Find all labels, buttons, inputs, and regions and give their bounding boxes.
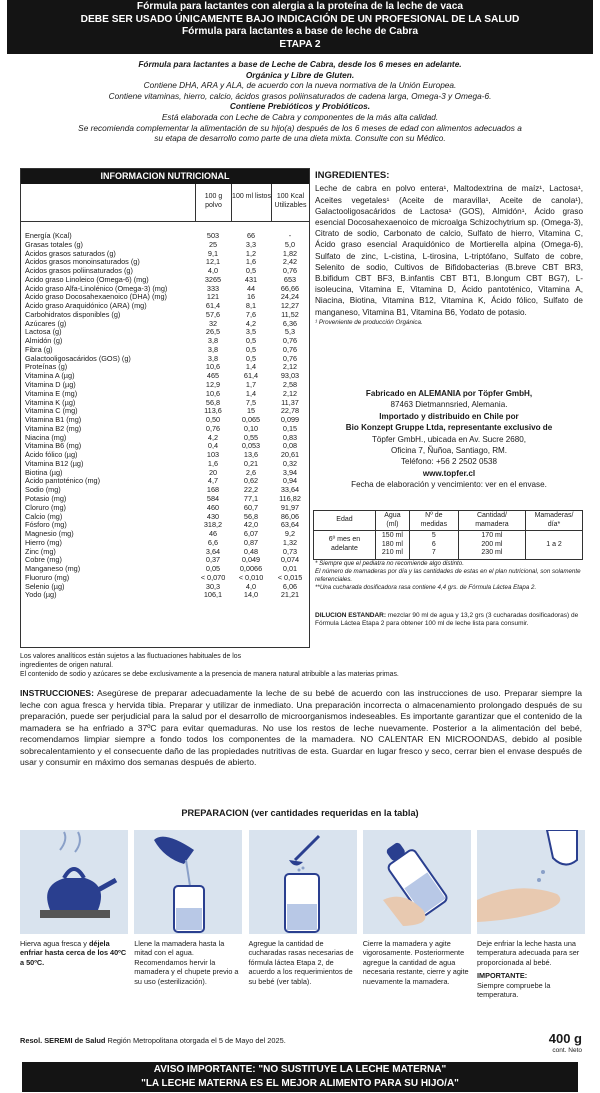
step-2-text: Llene la mamadera hasta la mitad con el agua. Recomendamos hervir la mamadera y el chupete previo a su uso (esterilización). bbox=[134, 939, 239, 986]
prep-perday: 1 a 2 bbox=[526, 531, 583, 560]
intro-line-1: Fórmula para lactantes a base de Leche de Cabra, desde los 6 meses en adelante. bbox=[138, 59, 462, 69]
nutrient-name: Carbohidratos disponibles (g) bbox=[25, 310, 121, 319]
nutrient-value: 77,1 bbox=[243, 493, 259, 503]
scoop-icon bbox=[249, 830, 357, 934]
intro-line-5: Contiene Prebióticos y Probióticos. bbox=[229, 101, 371, 112]
nutrient-value: 25 bbox=[208, 239, 218, 249]
nutrient-value: 1,4 bbox=[245, 388, 257, 398]
nutrient-value: 1,6 bbox=[207, 458, 219, 468]
nutrition-row bbox=[21, 399, 309, 408]
nutrient-value: 0,94 bbox=[282, 476, 298, 486]
prep-notes bbox=[315, 560, 585, 592]
nutrition-row bbox=[21, 486, 309, 495]
nutrient-value: 4,7 bbox=[207, 476, 219, 486]
nutrient-value: 16 bbox=[246, 292, 256, 302]
nutrition-row bbox=[21, 320, 309, 329]
header-line-2: DEBE SER USADO ÚNICAMENTE BAJO INDICACIÓN DE UN PROFESIONAL DE LA SALUD bbox=[80, 13, 520, 25]
prep-head-qty: Cantidad/ mamadera bbox=[458, 511, 525, 531]
nutrient-value: 3,94 bbox=[282, 467, 298, 477]
manufacturer-block bbox=[315, 388, 583, 491]
nutrition-row bbox=[21, 583, 309, 592]
step-5 bbox=[477, 830, 585, 999]
nutrition-row bbox=[21, 521, 309, 530]
intro-line-4: Contiene vitaminas, hierro, calcio, ácidos grasos poliinsaturados de cadena larga, Omega-3 y Omega-6. bbox=[108, 90, 492, 101]
nutrition-row bbox=[21, 530, 309, 539]
nutrient-value: 1,4 bbox=[245, 362, 257, 372]
nutrition-row bbox=[21, 337, 309, 346]
nutrient-value: 0,5 bbox=[245, 344, 257, 354]
nutrient-value: 3,64 bbox=[205, 546, 221, 556]
nutrient-name: Fluoruro (mg) bbox=[25, 573, 70, 582]
nutrition-row bbox=[21, 469, 309, 478]
nutrition-row bbox=[21, 407, 309, 416]
instructions-body: Asegúrese de preparar adecuadamente la leche de su bebé de acuerdo con las instrucciones de uso. Preparar siempre la leche con agua fresca y hervida tibia. Preparar y utilizar de inmediato. Una preparación incorrecta o almacenamiento prolongado después de su preparación, puede ser perjudicial para la salud por el desarrollo de microorganismos indeseables. Es importante garantizar que el contenido de la mamadera se ha enfriado a 37ºC para evitar quemaduras. No use los restos de leche nuevamente. Posterior a la alimentación del bebé, recomendamos limpiar siempre a fondo todos los componentes de la mamadera. NO CALENTAR EN MICROONDAS, debido al posible sobrecalentamiento y el consecuente daño de las propiedades nutritivas de esta. Guardar en lugar fresco y seco, cerrar bien el envase después de usar y consumir en máximo dos semanas después de abierto. bbox=[20, 688, 582, 767]
nutrient-name: Vitamina B1 (mg) bbox=[25, 416, 82, 425]
nutrient-value: 0,76 bbox=[282, 344, 298, 354]
nutrient-value: 7,6 bbox=[245, 309, 257, 319]
nutrient-value: 465 bbox=[206, 371, 220, 381]
nutrient-value: 0,21 bbox=[243, 458, 259, 468]
nutrition-row bbox=[21, 293, 309, 302]
nutrient-value: < 0,010 bbox=[238, 572, 264, 582]
nutrient-name: Vitamina B6 (mg) bbox=[25, 442, 82, 451]
nutrient-value: 0,5 bbox=[245, 353, 257, 363]
nutrient-value: 0,0066 bbox=[239, 564, 263, 574]
ingredients-block bbox=[315, 170, 583, 326]
nutrient-name: Zinc (mg) bbox=[25, 547, 56, 556]
net-weight-value: 400 g bbox=[548, 1031, 582, 1046]
nutrient-name: Proteínas (g) bbox=[25, 363, 68, 372]
nutrient-value: 6,36 bbox=[282, 318, 298, 328]
wrist-test-icon bbox=[477, 830, 585, 934]
nutrient-value: 33,64 bbox=[280, 485, 300, 495]
prep-age: 6º mes en adelante bbox=[314, 531, 376, 560]
nutrient-value: 66,66 bbox=[280, 283, 300, 293]
nutrient-name: Vitamina D (µg) bbox=[25, 381, 76, 390]
nutrient-value: 46 bbox=[208, 529, 218, 539]
header-line-4: ETAPA 2 bbox=[279, 38, 321, 50]
warning-line-1: AVISO IMPORTANTE: "NO SUSTITUYE LA LECHE MATERNA" bbox=[153, 1064, 447, 1075]
nutrient-value: 1,32 bbox=[282, 537, 298, 547]
prep-head-age: Edad bbox=[314, 511, 376, 531]
nutrient-value: 113,6 bbox=[204, 406, 222, 416]
nutrition-row bbox=[21, 258, 309, 267]
nutrient-value: 3,8 bbox=[207, 344, 219, 354]
step-3-text: Agregue la cantidad de cucharadas rasas necesarias de fórmula láctea Etapa 2, de acuerdo a los requerimientos de su bebé (ver tabla). bbox=[248, 939, 354, 986]
nutrient-value: 0,73 bbox=[282, 546, 298, 556]
step-4-text: Cierre la mamadera y agite vigorosamente. Posteriormente agregue la cantidad de agua necesaria restante, cierre y agite nuevamente la mamadera. bbox=[362, 939, 469, 986]
nutrition-row bbox=[21, 434, 309, 443]
nutrient-value: 5,0 bbox=[284, 239, 296, 249]
nutrient-name: Azúcares (g) bbox=[25, 319, 67, 328]
nutrition-row bbox=[21, 548, 309, 557]
nutrition-table bbox=[20, 168, 310, 648]
nutrient-value: < 0,015 bbox=[277, 572, 303, 582]
nutrient-value: 116,82 bbox=[279, 493, 301, 503]
nutrient-value: < 0,070 bbox=[200, 572, 226, 582]
warning-banner bbox=[22, 1062, 578, 1092]
nutrition-row bbox=[21, 232, 309, 241]
prep-head-perday: Mamaderas/ día* bbox=[526, 511, 583, 531]
nutrient-name: Ácido graso Araquidónico (ARA) (mg) bbox=[25, 302, 147, 311]
nutrient-value: 2,6 bbox=[245, 467, 257, 477]
col-100kcal: 100 Kcal Utilizables bbox=[271, 184, 309, 221]
nutrient-value: 0,099 bbox=[280, 415, 300, 425]
nutrient-value: 6,6 bbox=[207, 537, 219, 547]
preparation-steps bbox=[20, 830, 585, 999]
nutrition-row bbox=[21, 285, 309, 294]
nutrient-name: Ácidos grasos saturados (g) bbox=[25, 249, 116, 258]
intro-text bbox=[20, 59, 580, 144]
nutrient-value: 7,5 bbox=[245, 397, 257, 407]
footnote-3: El contenido de sodio y azúcares se debe exclusivamente a la presencia de manera natural atribuible a las materias primas. bbox=[20, 671, 399, 678]
nutrient-value: - bbox=[288, 231, 292, 240]
nutrient-value: 11,37 bbox=[281, 397, 299, 407]
nutrient-value: 3,3 bbox=[245, 239, 257, 249]
nutrient-value: 9,2 bbox=[284, 529, 296, 539]
header-banner bbox=[7, 0, 593, 54]
nutrient-name: Sodio (mg) bbox=[25, 486, 61, 495]
nutrient-name: Selenio (µg) bbox=[25, 582, 65, 591]
nutrient-value: 20,61 bbox=[280, 450, 300, 460]
step-5-text: Deje enfriar la leche hasta una temperatura adecuada para ser proporcionada al bebé. IMPORTANTE: Siempre compruebe la temperatura. bbox=[477, 939, 580, 1000]
nutrient-name: Ácido fólico (µg) bbox=[25, 451, 78, 460]
nutrition-row bbox=[21, 504, 309, 513]
nutrient-value: 0,62 bbox=[243, 476, 259, 486]
nutrition-row bbox=[21, 328, 309, 337]
nutrient-value: 106,1 bbox=[203, 590, 223, 600]
nutrient-value: 0,5 bbox=[245, 336, 257, 346]
prep-qty: 170 ml 200 ml 230 ml bbox=[458, 531, 525, 560]
nutrient-value: 333 bbox=[206, 283, 220, 293]
nutrient-value: 0,01 bbox=[282, 564, 298, 574]
nutrient-value: 4,0 bbox=[207, 266, 219, 276]
nutrient-value: 121 bbox=[206, 292, 220, 302]
nutrient-value: 0,76 bbox=[205, 423, 221, 433]
nutrition-row bbox=[21, 556, 309, 565]
nutrient-value: 0,32 bbox=[282, 458, 298, 468]
nutrient-name: Niacina (mg) bbox=[25, 433, 67, 442]
nutrient-value: 103 bbox=[206, 450, 220, 460]
nutrition-row bbox=[21, 574, 309, 583]
nutrient-name: Grasas totales (g) bbox=[25, 240, 83, 249]
nutrient-value: 4,0 bbox=[245, 581, 257, 591]
col-100ml: 100 ml listos bbox=[231, 184, 271, 221]
nutrient-value: 460 bbox=[206, 502, 220, 512]
nutrient-name: Lactosa (g) bbox=[25, 328, 62, 337]
nutrient-value: 0,08 bbox=[282, 441, 298, 451]
prep-head-water: Agua (ml) bbox=[375, 511, 409, 531]
prep-water: 150 ml 180 ml 210 ml bbox=[375, 531, 409, 560]
instructions-label: INSTRUCCIONES: bbox=[20, 688, 95, 698]
nutrition-title: INFORMACION NUTRICIONAL bbox=[21, 169, 309, 184]
nutrient-value: 12,27 bbox=[280, 301, 300, 311]
nutrition-row bbox=[21, 451, 309, 460]
resolution-label: Resol. SEREMI de Salud bbox=[20, 1036, 106, 1045]
step-3 bbox=[249, 830, 357, 999]
nutrient-value: 6,06 bbox=[282, 581, 298, 591]
ingredients-title: INGREDIENTES: bbox=[315, 170, 390, 181]
dilution-label: DILUCION ESTANDAR: bbox=[315, 612, 387, 619]
nutrient-name: Potasio (mg) bbox=[25, 494, 67, 503]
nutrient-value: 0,049 bbox=[241, 555, 261, 565]
nutrition-row bbox=[21, 311, 309, 320]
nutrient-name: Vitamina E (mg) bbox=[25, 389, 78, 398]
nutrient-value: 1,2 bbox=[245, 248, 257, 258]
nutrient-value: 2,58 bbox=[282, 380, 298, 390]
nutrition-row bbox=[21, 425, 309, 434]
nutrition-row bbox=[21, 355, 309, 364]
nutrient-value: 56,8 bbox=[205, 397, 221, 407]
nutrient-value: 3265 bbox=[204, 274, 222, 284]
nutrition-row bbox=[21, 372, 309, 381]
resolution-body: Región Metropolitana otorgada el 5 de Mayo del 2025. bbox=[105, 1036, 286, 1045]
nutrient-value: 1,82 bbox=[282, 248, 298, 258]
instructions bbox=[20, 688, 582, 769]
nutrient-value: 431 bbox=[244, 274, 258, 284]
nutrient-value: 61,4 bbox=[205, 301, 221, 311]
footnote-1: Los valores analíticos están sujetos a las fluctuaciones habituales de los bbox=[20, 653, 242, 660]
nutrient-value: 0,87 bbox=[243, 537, 259, 547]
nutrient-value: 24,24 bbox=[280, 292, 300, 302]
nutrient-value: 0,10 bbox=[243, 423, 259, 433]
nutrient-name: Cobre (mg) bbox=[25, 556, 62, 565]
intro-line-6: Está elaborada con Leche de Cabra y componentes de la más alta calidad. bbox=[161, 111, 439, 122]
step-1-text: Hierva agua fresca y déjela enfriar hasta cerca de los 40ºC a 50ºC. bbox=[20, 939, 127, 967]
nutrient-value: 10,6 bbox=[205, 362, 221, 372]
nutrient-value: 61,4 bbox=[243, 371, 259, 381]
nutrition-row bbox=[21, 302, 309, 311]
nutrient-value: 57,6 bbox=[205, 309, 221, 319]
note-1: * Siempre que el pediatra no recomiende algo distinto. bbox=[315, 560, 464, 567]
nutrient-value: 0,55 bbox=[243, 432, 259, 442]
nutrient-value: 56,8 bbox=[243, 511, 259, 521]
nutrient-name: Ácidos grasos monoinsaturados (g) bbox=[25, 258, 140, 267]
nutrition-row bbox=[21, 591, 309, 600]
nutrition-row bbox=[21, 513, 309, 522]
dilution-body: mezclar 90 ml de agua y 13,2 grs (3 cucharadas dosificadoras) de Fórmula Láctea Etapa 2 para obtener 100 ml de leche lista para consumir. bbox=[315, 612, 579, 628]
nutrient-value: 318,2 bbox=[203, 520, 223, 530]
nutrient-value: 0,50 bbox=[205, 415, 221, 425]
intro-line-3: Contiene DHA, ARA y ALA, de acuerdo con la nueva normativa de la Unión Europea. bbox=[143, 80, 457, 91]
preparation-table bbox=[313, 510, 583, 560]
nutrient-name: Galactooligosacáridos (GOS) (g) bbox=[25, 354, 131, 363]
nutrient-name: Vitamina B12 (µg) bbox=[25, 459, 84, 468]
nutrient-value: 0,15 bbox=[282, 423, 298, 433]
ingredients-note: ¹ Proveniente de producción Orgánica. bbox=[315, 318, 423, 326]
nutrient-value: 6,07 bbox=[243, 529, 259, 539]
nutrient-name: Ácidos grasos poliinsaturados (g) bbox=[25, 267, 133, 276]
prep-head-scoops: Nº de medidas bbox=[409, 511, 458, 531]
nutrient-value: 503 bbox=[206, 231, 220, 240]
nutrient-value: 8,1 bbox=[245, 301, 257, 311]
nutrient-value: 63,64 bbox=[280, 520, 300, 530]
nutrient-value: 20 bbox=[208, 467, 218, 477]
nutrient-value: 22,78 bbox=[280, 406, 300, 416]
nutrient-value: 5,3 bbox=[284, 327, 296, 337]
nutrient-value: 0,053 bbox=[241, 441, 261, 451]
nutrient-value: 3,8 bbox=[207, 336, 219, 346]
pouring-bottle-icon bbox=[134, 830, 242, 934]
maker-website: www.topfer.cl bbox=[422, 468, 476, 478]
nutrient-value: 10,6 bbox=[205, 388, 221, 398]
step-1 bbox=[20, 830, 128, 999]
kettle-icon bbox=[20, 830, 128, 934]
nutrient-value: 430 bbox=[206, 511, 220, 521]
nutrient-value: 3,5 bbox=[245, 327, 257, 337]
nutrient-value: 9,1 bbox=[207, 248, 219, 258]
nutrient-value: 3,8 bbox=[207, 353, 219, 363]
nutrient-name: Fibra (g) bbox=[25, 345, 53, 354]
nutrient-value: 0,37 bbox=[205, 555, 221, 565]
nutrient-value: 0,76 bbox=[282, 266, 298, 276]
nutrition-row bbox=[21, 267, 309, 276]
dilution-text bbox=[315, 612, 585, 629]
nutrition-row bbox=[21, 477, 309, 486]
intro-line-2: Orgánica y Libre de Gluten. bbox=[245, 69, 355, 80]
intro-line-8: su etapa de desarrollo como parte de una dieta mixta. Consulte con su Médico. bbox=[154, 133, 446, 144]
nutrition-row bbox=[21, 381, 309, 390]
nutrition-footnote bbox=[20, 652, 580, 679]
nutrient-value: 22,2 bbox=[243, 485, 259, 495]
nutrient-name: Almidón (g) bbox=[25, 337, 63, 346]
nutrition-row bbox=[21, 276, 309, 285]
nutrient-value: 0,4 bbox=[207, 441, 219, 451]
nutrient-value: 1,6 bbox=[245, 257, 257, 267]
nutrient-name: Magnesio (mg) bbox=[25, 530, 74, 539]
note-2: El número de mamaderas por día y las cantidades de estas en el plan nutricional, son solamente referenciales. bbox=[315, 568, 581, 583]
nutrient-value: 0,76 bbox=[282, 353, 298, 363]
nutrient-name: Ácido graso Alfa-Linolénico (Omega-3) (mg) bbox=[25, 284, 168, 293]
nutrient-name: Manganeso (mg) bbox=[25, 565, 81, 574]
nutrient-name: Vitamina K (µg) bbox=[25, 398, 76, 407]
shake-bottle-icon bbox=[363, 830, 471, 934]
nutrition-row bbox=[21, 346, 309, 355]
header-line-3: Fórmula para lactantes a base de leche de Cabra bbox=[181, 26, 419, 38]
intro-line-7: Se recomienda complementar la alimentación de su hijo(a) después de los 6 meses de edad con alimentos adecuados a bbox=[78, 122, 522, 133]
nutrient-value: 0,05 bbox=[205, 564, 221, 574]
nutrient-name: Hierro (mg) bbox=[25, 538, 62, 547]
nutrient-name: Ácido pantoténico (mg) bbox=[25, 477, 101, 486]
nutrient-value: 0,76 bbox=[282, 336, 298, 346]
nutrition-row bbox=[21, 241, 309, 250]
nutrient-value: 13,6 bbox=[243, 450, 259, 460]
nutrient-value: 2,42 bbox=[282, 257, 298, 267]
ingredients-text: Leche de cabra en polvo entera¹, Maltodextrina de maíz¹, Lactosa¹, Aceites vegetales¹ (Aceite de maravilla¹, Aceite de canola¹), Galactooligosacáridos de Lactosa¹ (GOS), Almidón¹, Ácido graso esencial Docosahexaenoico de microalga Schizochytrium sp. (Omega-3), Citrato de sodio, Carbonato de calcio, Sulfato de hierro, Vitamina C, Ácido graso esencial Araquidónico de Mortierella alpina (Omega-6), Sulfato de zinc, L-cistina, L-tirosina, L-triptófano, Sulfato de cobre, Selenito de sodio, Cultivos de Bifidobacterias (B.breve CBT BR3, B.bifidum CBT BF3, B.infantis CBT BT1, B.longum CBT BG7), L-isoleucina, Vitamina E, Vitamina D, Ácido pantoténico, Vitamina A, Niacina, Biotina, Vitamina B12, Vitamina K, Ácido fólico, Sulfato de manganeso, Vitamina B1, Vitamina B6, Yodato de potasio. bbox=[315, 184, 583, 317]
maker-line-5: Töpfer GmbH., ubicada en Av. Sucre 2680, bbox=[371, 434, 527, 444]
footnote-2: ingredientes de origen natural. bbox=[20, 662, 114, 669]
nutrition-header bbox=[21, 184, 309, 222]
nutrient-value: 584 bbox=[206, 493, 220, 503]
maker-line-6: Oficina 7, Ñuñoa, Santiago, RM. bbox=[390, 446, 508, 456]
nutrition-row bbox=[21, 539, 309, 548]
nutrient-value: 21,21 bbox=[280, 590, 300, 600]
nutrient-value: 2,12 bbox=[282, 388, 298, 398]
nutrition-row bbox=[21, 416, 309, 425]
nutrient-name: Calcio (mg) bbox=[25, 512, 63, 521]
nutrition-row bbox=[21, 460, 309, 469]
col-100g: 100 g polvo bbox=[195, 184, 231, 221]
nutrient-value: 11,52 bbox=[281, 309, 299, 319]
step-2 bbox=[134, 830, 242, 999]
note-3: **Una cucharada dosificadora rasa contiene 4,4 grs. de Fórmula Láctea Etapa 2. bbox=[315, 584, 537, 591]
net-weight-note: cont. Neto bbox=[552, 1046, 582, 1054]
nutrition-row bbox=[21, 495, 309, 504]
nutrient-value: 32 bbox=[208, 318, 218, 328]
nutrition-row bbox=[21, 442, 309, 451]
maker-line-4: Bio Konzept Gruppe Ltda, representante exclusivo de bbox=[345, 423, 553, 433]
nutrition-row bbox=[21, 565, 309, 574]
nutrient-value: 653 bbox=[283, 274, 297, 284]
header-line-1: Fórmula para lactantes con alergia a la proteína de la leche de vaca bbox=[136, 1, 464, 12]
nutrition-row bbox=[21, 250, 309, 259]
nutrition-row bbox=[21, 390, 309, 399]
resolution-text bbox=[20, 1037, 286, 1046]
nutrient-value: 12,9 bbox=[205, 380, 221, 390]
nutrient-value: 0,5 bbox=[245, 266, 257, 276]
nutrient-value: 4,2 bbox=[245, 318, 257, 328]
nutrient-name: Cloruro (mg) bbox=[25, 503, 66, 512]
nutrient-value: 26,5 bbox=[205, 327, 221, 337]
nutrient-value: 60,7 bbox=[243, 502, 259, 512]
nutrient-value: 12,1 bbox=[205, 257, 221, 267]
nutrient-value: 86,06 bbox=[280, 511, 300, 521]
maker-line-7: Teléfono: +56 2 2502 0538 bbox=[400, 457, 498, 467]
nutrient-name: Yodo (µg) bbox=[25, 591, 57, 600]
maker-line-2: 87463 Dietmannsried, Alemania. bbox=[390, 400, 508, 410]
nutrient-name: Fósforo (mg) bbox=[25, 521, 67, 530]
nutrient-value: 4,2 bbox=[207, 432, 219, 442]
nutrient-value: 1,7 bbox=[245, 380, 257, 390]
nutrient-name: Energía (Kcal) bbox=[25, 232, 72, 240]
nutrient-value: 30,3 bbox=[205, 581, 221, 591]
nutrient-value: 91,97 bbox=[280, 502, 300, 512]
nutrient-name: Ácido graso Linoleico (Omega-6) (mg) bbox=[25, 275, 149, 284]
maker-line-9: Fecha de elaboración y vencimiento: ver en el envase. bbox=[351, 480, 547, 490]
nutrient-value: 168 bbox=[206, 485, 220, 495]
nutrient-value: 44 bbox=[246, 283, 256, 293]
prep-scoops: 5 6 7 bbox=[409, 531, 458, 560]
nutrient-value: 42,0 bbox=[243, 520, 259, 530]
nutrient-value: 0,065 bbox=[241, 415, 261, 425]
maker-line-1: Fabricado en ALEMANIA por Töpfer GmbH, bbox=[365, 389, 533, 398]
nutrient-value: 66 bbox=[246, 231, 256, 240]
nutrient-name: Vitamina B2 (mg) bbox=[25, 424, 82, 433]
nutrient-value: 15 bbox=[246, 406, 256, 416]
nutrition-row bbox=[21, 363, 309, 372]
nutrient-value: 0,83 bbox=[282, 432, 298, 442]
net-weight bbox=[549, 1031, 582, 1054]
nutrient-value: 93,03 bbox=[280, 371, 300, 381]
nutrient-value: 14,0 bbox=[243, 590, 259, 600]
nutrient-name: Vitamina A (µg) bbox=[25, 372, 75, 381]
nutrient-value: 2,12 bbox=[282, 362, 298, 372]
nutrient-name: Biotina (µg) bbox=[25, 468, 63, 477]
warning-line-2: "LA LECHE MATERNA ES EL MEJOR ALIMENTO PARA SU HIJO/A" bbox=[141, 1078, 459, 1089]
nutrient-name: Vitamina C (mg) bbox=[25, 407, 78, 416]
maker-line-3: Importado y distribuido en Chile por bbox=[379, 411, 519, 421]
nutrition-rows bbox=[21, 222, 309, 600]
step-4 bbox=[363, 830, 471, 999]
nutrient-value: 0,074 bbox=[280, 555, 300, 565]
preparation-title: PREPARACION (ver cantidades requeridas en la tabla) bbox=[181, 808, 419, 818]
nutrient-name: Ácido graso Docosahexaenoico (DHA) (mg) bbox=[25, 293, 167, 302]
nutrient-value: 0,48 bbox=[243, 546, 259, 556]
